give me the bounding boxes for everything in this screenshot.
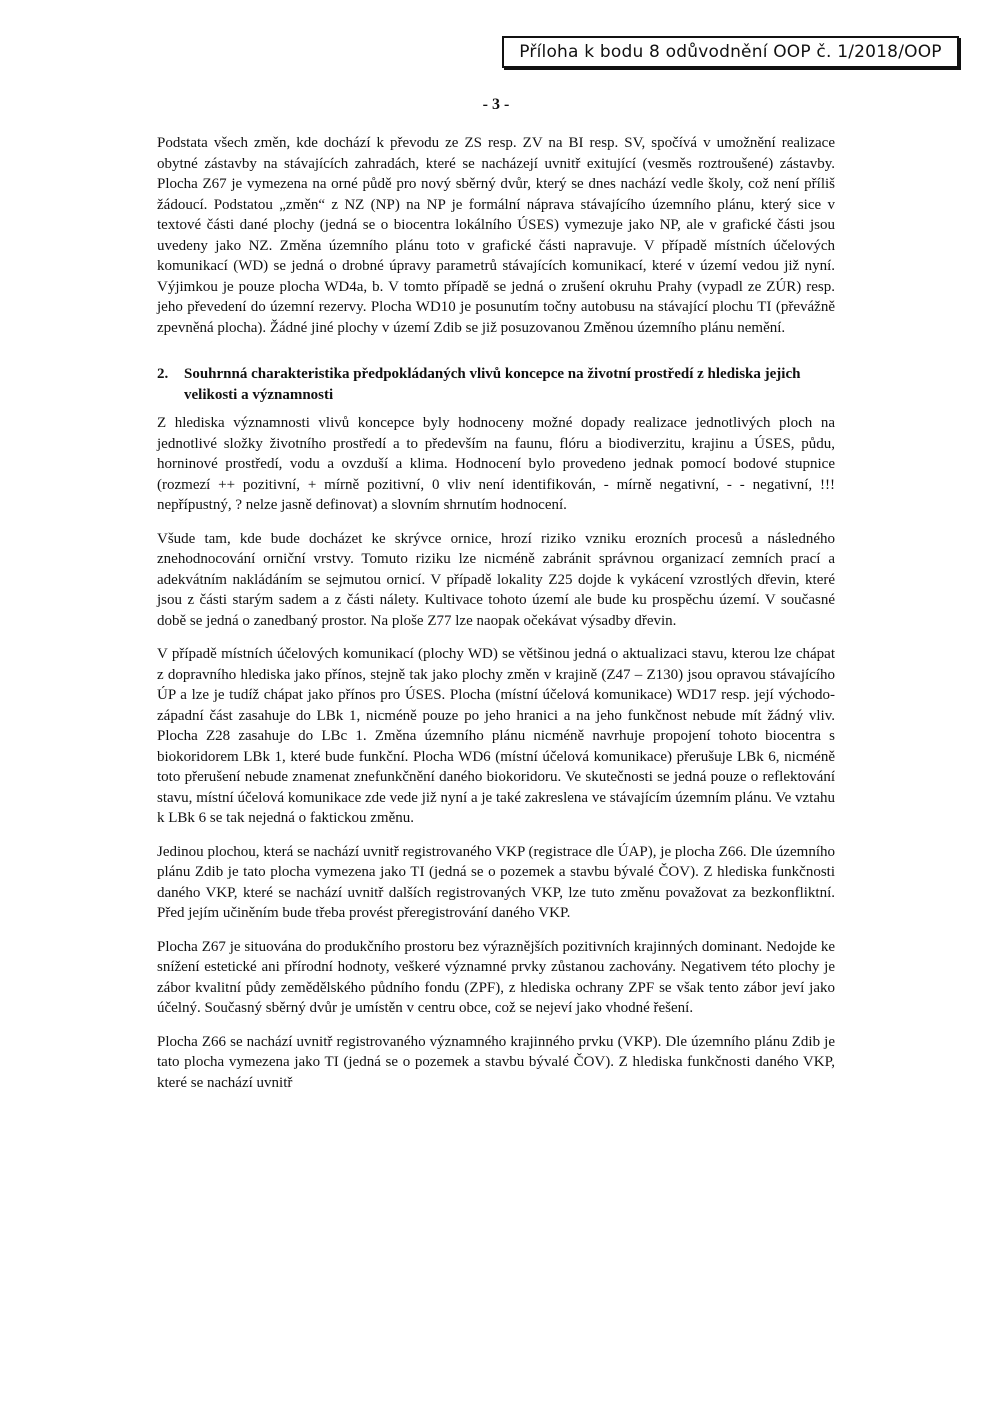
paragraph-intro: Podstata všech změn, kde dochází k převodu ze ZS resp. ZV na BI resp. SV, spočívá v umožnění realizace obytné zástavby na stávajících zahradách, které se nacházejí uvnitř exitující (vesměs roztroušené) zástavby. Plocha Z67 je vymezena na orné půdě pro nový sběrný dvůr, který se dnes nachází vedle školy, což není příliš žádoucí. Podstatou „změn“ z NZ (NP) na NP je formální náprava stávajícího územního plánu, který sice v textové části dané plochy (jedná se o biocentra lokálního ÚSES) vymezuje jako NP, ale v grafické části jsou uvedeny jako NZ. Změna územního plánu toto v grafické části napravuje. V případě místních účelových komunikací (WD) se jedná o drobné úpravy parametrů stávajících komunikací, které v území vedou již nyní. Výjimkou je pouze plocha WD4a, b. V tomto případě se jedná o zrušení okruhu Prahy (vypadl ze ZÚR) resp. jeho převedení do územní rezervy. Plocha WD10 je posunutím točny autobusu na stávající plochu TI (převážně zpevněná plocha). Žádné jiné plochy v území Zdib se již posuzovanou Změnou územního plánu nemění. [157, 135, 835, 336]
section-heading [157, 364, 835, 405]
paragraph: Jedinou plochou, která se nachází uvnitř registrovaného VKP (registrace dle ÚAP), je plocha Z66. Dle územního plánu Zdib je tato plocha vymezena jako TI (jedná se o pozemek a stavbu bývalé ČOV). Z hlediska funkčnosti daného VKP, které se nachází uvnitř dalších registrovaných VKP, lze tuto změnu považovat za bezkonfliktní. Před jejím učiněním bude třeba provést přeregistrování daného VKP. [157, 843, 835, 921]
paragraph: Z hlediska významnosti vlivů koncepce byly hodnoceny možné dopady realizace jednotlivých ploch na jednotlivé složky životního prostředí a to především na faunu, flóru a biodiverzitu, krajinu a ÚSES, půdu, horninové prostředí, vodu a ovzduší a klima. Hodnocení bylo provedeno jednak pomocí bodové stupnice (rozmezí ++ pozitivní, + mírně pozitivní, 0 vliv není identifikován, - mírně negativní, - - negativní, !!! nepřípustný, ? nelze jasně definovat) a slovním shrnutím hodnocení. [157, 415, 835, 513]
page-number: - 3 - [482, 96, 510, 113]
section-number: 2. [157, 366, 169, 382]
paragraph: Všude tam, kde bude docházet ke skrývce ornice, hrozí riziko vzniku erozních procesů a následného znehodnocování orniční vrstvy. Tomuto riziku lze nicméně zabránit správnou organizací zemních prací a adekvátním nakládáním se sejmutou ornicí. V případě lokality Z25 dojde k vykácení vzrostlých dřevin, které jsou z části starým sadem a z části nálety. Kultivace tohoto území ale bude ku prospěchu území. V současné době se jedná o zanedbaný prostor. Na ploše Z77 lze naopak očekávat výsadby dřevin. [157, 530, 835, 629]
section-title: Souhrnná charakteristika předpokládaných vlivů koncepce na životní prostředí z hlediska jejich velikosti a významnosti [184, 366, 801, 403]
paragraph: Plocha Z66 se nachází uvnitř registrovaného významného krajinného prvku (VKP). Dle územního plánu Zdib je tato plocha vymezena jako TI (jedná se o pozemek a stavbu bývalé ČOV). Z hlediska funkčnosti daného VKP, které se nachází uvnitř [157, 1033, 835, 1091]
document-body [157, 133, 835, 1106]
paragraph: V případě místních účelových komunikací (plochy WD) se většinou jedná o aktualizaci stavu, kterou lze chápat z dopravního hlediska jako přínos, stejně tak jako plochy změn v krajině (Z47 – Z130) jsou opravou stávajícího ÚP a lze je tudíž chápat jako přínos pro ÚSES. Plocha (místní účelová komunikace) WD17 resp. její východo-západní část zasahuje do LBk 1, nicméně pouze po jeho hranici a na jeho funkčnost nebude mít žádný vliv. Plocha Z28 zasahuje do LBc 1. Změna územního plánu nicméně navrhuje propojení tohoto biocentra s biokoridorem LBk 1, které bude funkční. Plocha WD6 (místní účelová komunikace) přerušuje LBk 6, nicméně toto přerušení nebude znamenat znefunkčnění daného biokoridoru. Ve skutečnosti se jedná pouze o reflektování stavu, místní účelová komunikace zde vede již nyní a je také zakreslena ve stávajícím územním plánu. Ve vztahu k LBk 6 se tak nejedná o faktickou změnu. [157, 646, 835, 826]
attachment-header-badge: Příloha k bodu 8 odůvodnění OOP č. 1/2018/OOP [502, 36, 959, 68]
paragraph: Plocha Z67 je situována do produkčního prostoru bez výraznějších pozitivních krajinných dominant. Nedojde ke snížení estetické ani přírodní hodnoty, veškeré významné prvky zůstanou zachovány. Negativem této plochy je zábor kvalitní půdy zemědělského půdního fondu (ZPF), z hlediska ochrany ZPF se však tento zábor jeví jako účelný. Současný sběrný dvůr je umístěn v centru obce, což se nejeví jako vhodné řešení. [157, 938, 835, 1016]
